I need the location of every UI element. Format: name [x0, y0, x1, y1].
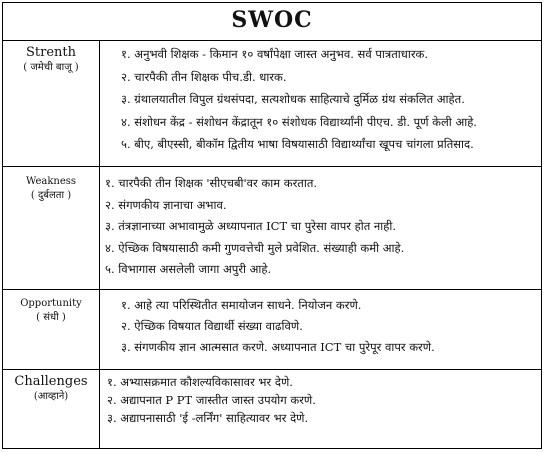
swoc-table: [2, 2, 542, 449]
list-item: ५. विभागास असलेली जागा अपुरी आहे.: [105, 262, 272, 276]
list-item: ३. ग्रंथालयातील विपुल ग्रंथसंपदा, सत्यशोधक साहित्याचे दुर्मिळ ग्रंथ संकलित आहेत.: [121, 92, 465, 106]
challenges-label-cell: [3, 374, 99, 404]
list-item: ४. संशोधन केंद्र - संशोधन केंद्रातून १० संशोधक विद्यार्थ्यांनी पीएच. डी. पूर्ण केली आहे.: [121, 114, 477, 129]
list-item: १. आहे त्या परिस्थितीत समायोजन साधने. नियोजन करणे.: [121, 298, 362, 312]
list-item: ३. संगणकीय ज्ञान आत्मसात करणे. अध्यापनात ICT चा पुरेपूर वापर करणे.: [121, 340, 435, 354]
list-item: ३. तंत्रज्ञानाच्या अभावामुळे अध्यापनात ICT चा पुरेसा वापर होत नाही.: [105, 219, 397, 233]
challenges-label: Challenges: [14, 374, 88, 389]
row-divider-2: [3, 289, 541, 290]
list-item: २. संगणकीय ज्ञानाचा अभाव.: [105, 197, 227, 212]
strength-list: [121, 43, 477, 156]
list-item: २. अद्यापनात P PT जास्तीत जास्त उपयोग करणे.: [107, 393, 316, 407]
list-item: ३. अद्यापनासाठी 'ई -लर्निंग' साहित्यावर भर देणे.: [107, 411, 309, 425]
column-divider: [99, 40, 100, 448]
list-item: २. ऐच्छिक विषयात विद्यार्थी संख्या वाढविणे.: [121, 319, 303, 333]
row-divider-1: [3, 166, 541, 167]
weakness-label: Weakness: [25, 176, 77, 187]
weakness-label-cell: [3, 175, 99, 203]
list-item: ५. बीए, बीएस्सी, बीकॉम द्वितीय भाषा विषयासाठी विद्यार्थ्यांचा खूपच चांगला प्रतिसाद.: [121, 137, 474, 151]
strength-sublabel: ( जमेची बाजू ): [23, 62, 79, 73]
title-row: [3, 3, 541, 41]
list-item: १. अनुभवी शिक्षक - किमान १० वर्षांपेक्षा जास्त अनुभव. सर्व पात्रताधारक.: [121, 47, 429, 61]
list-item: ४. ऐच्छिक विषयासाठी कमी गुणवत्तेची मुले प्रवेशित. संख्याही कमी आहे.: [105, 240, 405, 255]
list-item: १. अभ्यासक्रमात कौशल्यविकासावर भर देणे.: [107, 375, 293, 389]
row-divider-3: [3, 369, 541, 370]
list-item: २. चारपैकी तीन शिक्षक पीच.डी. धारक.: [121, 69, 287, 84]
list-item: १. चारपैकी तीन शिक्षक 'सीएचबी'वर काम करतात.: [105, 176, 318, 190]
strength-label: Strenth: [25, 45, 76, 60]
opportunity-list: [121, 295, 435, 358]
strength-label-cell: [3, 45, 99, 75]
weakness-sublabel: ( दुर्बलता ): [30, 190, 72, 201]
opportunity-label-cell: [3, 297, 99, 325]
weakness-list: [105, 173, 404, 281]
table-title: SWOC: [231, 7, 313, 33]
opportunity-label: Opportunity: [20, 298, 82, 309]
challenges-list: [107, 373, 316, 427]
challenges-sublabel: (आव्हाने): [33, 391, 69, 402]
opportunity-sublabel: ( संधी ): [36, 312, 66, 323]
